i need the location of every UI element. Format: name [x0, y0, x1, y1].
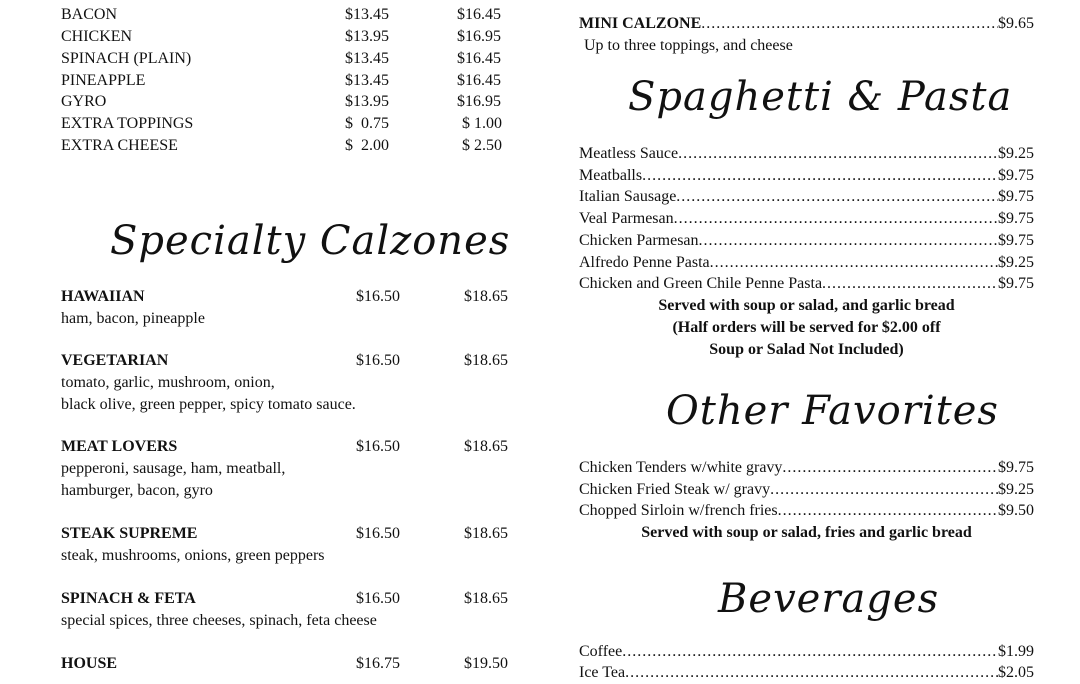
menu-item-name: Chicken and Green Chile Penne Pasta: [579, 275, 823, 292]
dot-leader: [701, 13, 998, 35]
calzone-name: HOUSE: [61, 655, 118, 672]
calzone-description: steak, mushrooms, onions, green peppers: [61, 547, 325, 564]
topping-name: CHICKEN: [61, 28, 133, 45]
dot-leader: [674, 208, 998, 230]
topping-small-price: $13.45: [345, 72, 389, 89]
menu-item-name: Veal Parmesan: [579, 210, 674, 227]
favorites-row: [579, 479, 1034, 501]
menu-item-name: Ice Tea: [579, 664, 626, 681]
calzone-name: VEGETARIAN: [61, 352, 169, 369]
pasta-note: Soup or Salad Not Included): [709, 341, 904, 358]
menu-item-name: Meatless Sauce: [579, 145, 679, 162]
pasta-row: [579, 186, 1034, 208]
beverages-heading: Beverages: [718, 576, 940, 622]
pasta-row: [579, 143, 1034, 165]
menu-item-price: $9.50: [998, 502, 1034, 519]
topping-name: SPINACH (PLAIN): [61, 50, 192, 67]
topping-name: GYRO: [61, 93, 107, 110]
menu-item-name: Chicken Tenders w/white gravy: [579, 459, 783, 476]
topping-large-price: $16.95: [457, 93, 501, 110]
calzone-name: STEAK SUPREME: [61, 525, 198, 542]
dot-leader: [625, 662, 998, 684]
dot-leader: [782, 457, 998, 479]
topping-small-price: $13.45: [345, 6, 389, 23]
topping-name: EXTRA CHEESE: [61, 137, 178, 154]
menu-item-name: Meatballs: [579, 167, 643, 184]
pasta-row: [579, 230, 1034, 252]
menu-item-name: Coffee: [579, 643, 623, 660]
menu-item-price: $9.25: [998, 481, 1034, 498]
topping-name: PINEAPPLE: [61, 72, 146, 89]
pasta-note: Served with soup or salad, and garlic bread: [658, 297, 955, 314]
dot-leader: [778, 500, 998, 522]
pasta-row: [579, 252, 1034, 274]
calzone-description: pepperoni, sausage, ham, meatball,: [61, 460, 286, 477]
calzone-small-price: $16.75: [356, 655, 400, 672]
calzone-description: special spices, three cheeses, spinach, feta cheese: [61, 612, 377, 629]
dot-leader: [710, 252, 998, 274]
menu-item-name: Chopped Sirloin w/french fries: [579, 502, 778, 519]
topping-large-price: $ 2.50: [462, 137, 502, 154]
menu-item-name: Chicken Fried Steak w/ gravy: [579, 481, 771, 498]
calzone-description: tomato, garlic, mushroom, onion,: [61, 374, 275, 391]
dot-leader: [770, 479, 998, 501]
topping-name: EXTRA TOPPINGS: [61, 115, 194, 132]
calzone-name: SPINACH & FETA: [61, 590, 196, 607]
topping-large-price: $16.45: [457, 6, 501, 23]
calzone-description: black olive, green pepper, spicy tomato sauce.: [61, 396, 356, 413]
calzone-large-price: $18.65: [464, 438, 508, 455]
calzone-small-price: $16.50: [356, 525, 400, 542]
specialty-calzones-heading: Specialty Calzones: [110, 218, 511, 264]
calzone-name: HAWAIIAN: [61, 288, 145, 305]
topping-small-price: $ 2.00: [345, 137, 389, 154]
menu-item-price: $1.99: [998, 643, 1034, 660]
calzone-name: MEAT LOVERS: [61, 438, 178, 455]
mini-calzone-description: Up to three toppings, and cheese: [584, 37, 793, 54]
topping-name: BACON: [61, 6, 118, 23]
calzone-large-price: $18.65: [464, 525, 508, 542]
pasta-row: [579, 273, 1034, 295]
dot-leader: [642, 165, 998, 187]
menu-item-name: Chicken Parmesan: [579, 232, 699, 249]
menu-item-name: Italian Sausage: [579, 188, 677, 205]
pasta-heading: Spaghetti & Pasta: [628, 74, 1013, 120]
topping-small-price: $ 0.75: [345, 115, 389, 132]
topping-small-price: $13.95: [345, 93, 389, 110]
menu-item-name: Alfredo Penne Pasta: [579, 254, 710, 271]
calzone-large-price: $18.65: [464, 590, 508, 607]
favorites-note: Served with soup or salad, fries and garlic bread: [641, 524, 972, 541]
menu-item-price: $9.75: [998, 459, 1034, 476]
menu-item-name: MINI CALZONE: [579, 15, 702, 32]
calzone-description: hamburger, bacon, gyro: [61, 482, 213, 499]
dot-leader: [822, 273, 998, 295]
calzone-small-price: $16.50: [356, 288, 400, 305]
menu-item-price: $9.75: [998, 275, 1034, 292]
menu-item-price: $9.75: [998, 167, 1034, 184]
menu-item-price: $9.65: [998, 15, 1034, 32]
calzone-small-price: $16.50: [356, 438, 400, 455]
menu-item-price: $2.05: [998, 664, 1034, 681]
menu-item-price: $9.25: [998, 254, 1034, 271]
favorites-row: [579, 457, 1034, 479]
dot-leader: [622, 641, 998, 663]
pasta-row: [579, 165, 1034, 187]
pasta-note: (Half orders will be served for $2.00 off: [672, 319, 941, 336]
beverage-row: [579, 662, 1034, 684]
topping-large-price: $ 1.00: [462, 115, 502, 132]
favorites-heading: Other Favorites: [666, 388, 999, 434]
dot-leader: [678, 143, 998, 165]
menu-item-price: $9.25: [998, 145, 1034, 162]
dot-leader: [676, 186, 998, 208]
topping-small-price: $13.95: [345, 28, 389, 45]
calzone-small-price: $16.50: [356, 352, 400, 369]
menu-item-price: $9.75: [998, 232, 1034, 249]
topping-large-price: $16.45: [457, 72, 501, 89]
favorites-row: [579, 500, 1034, 522]
topping-small-price: $13.45: [345, 50, 389, 67]
pasta-row: [579, 208, 1034, 230]
menu-item-price: $9.75: [998, 210, 1034, 227]
calzone-description: ham, bacon, pineapple: [61, 310, 205, 327]
dot-leader: [699, 230, 998, 252]
calzone-large-price: $18.65: [464, 288, 508, 305]
mini-calzone-row: [579, 13, 1034, 35]
calzone-small-price: $16.50: [356, 590, 400, 607]
topping-large-price: $16.95: [457, 28, 501, 45]
calzone-large-price: $18.65: [464, 352, 508, 369]
calzone-large-price: $19.50: [464, 655, 508, 672]
menu-item-price: $9.75: [998, 188, 1034, 205]
beverage-row: [579, 641, 1034, 663]
topping-large-price: $16.45: [457, 50, 501, 67]
